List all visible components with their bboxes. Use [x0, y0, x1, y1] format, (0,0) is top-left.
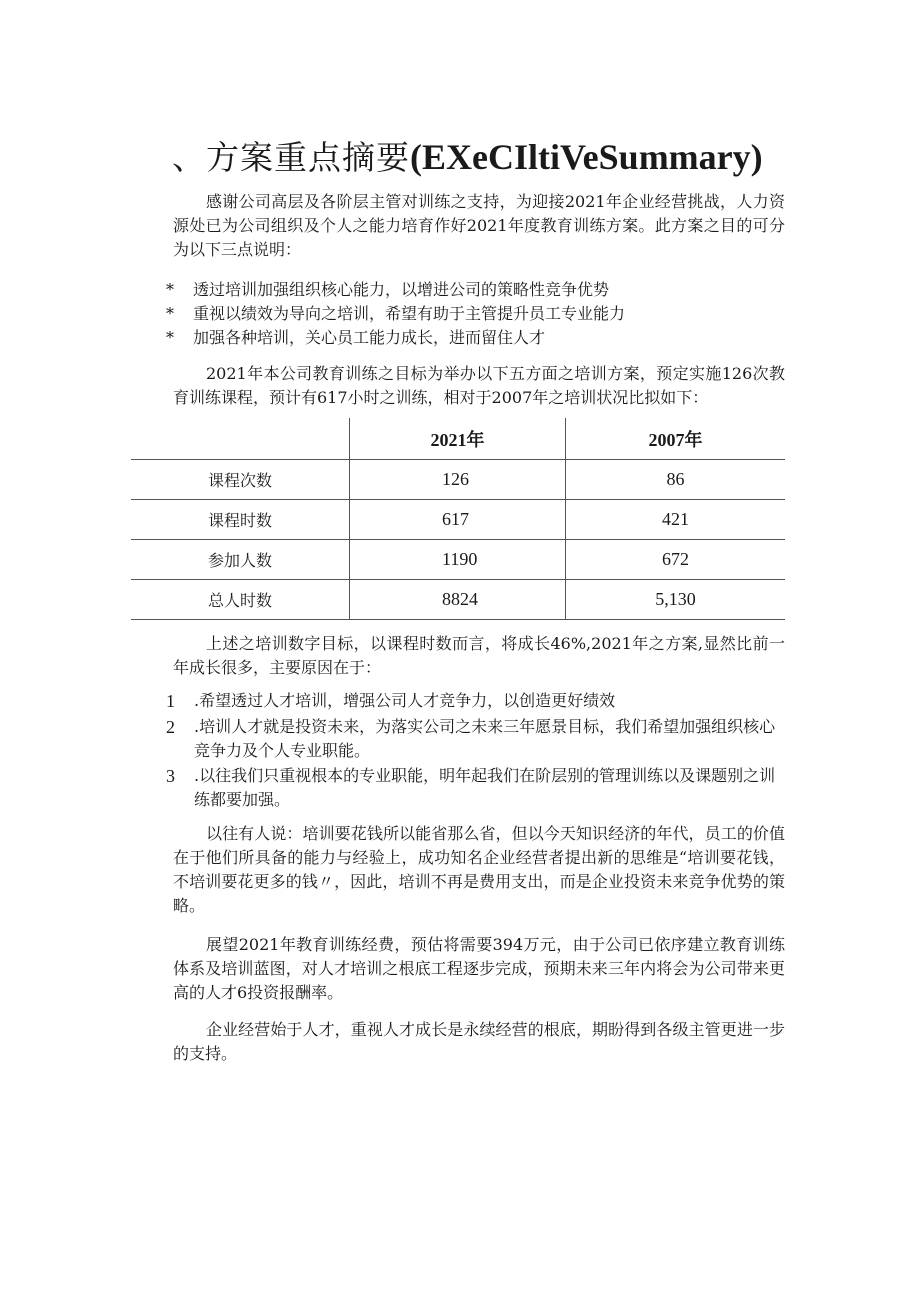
reason-text: .以往我们只重视根本的专业职能，明年起我们在阶层别的管理训练以及课题别之训练都要加强。 [194, 766, 776, 809]
value-2021: 1190 [350, 540, 566, 580]
bullet-text: 透过培训加强组织核心能力，以增进公司的策略性竞争优势 [193, 280, 610, 299]
bullet-text: 加强各种培训，关心员工能力成长，进而留住人才 [193, 328, 546, 347]
reason-item [166, 764, 786, 812]
table-header-2007: 2007年 [566, 418, 786, 460]
reason-number: 3 [166, 766, 175, 786]
value-2021: 126 [350, 460, 566, 500]
closing-paragraph: 企业经营始于人才，重视人才成长是永续经营的根底，期盼得到各级主管更进一步的支持。 [173, 1020, 785, 1063]
title-prefix: 、方案重点摘要 [172, 138, 410, 177]
table-row [131, 580, 785, 620]
reason-text: .希望透过人才培训，增强公司人才竞争力，以创造更好绩效 [194, 691, 616, 710]
row-label: 总人时数 [131, 580, 350, 620]
row-label: 参加人数 [131, 540, 350, 580]
row-label: 课程时数 [131, 500, 350, 540]
value-2007: 86 [566, 460, 786, 500]
bullet-item [166, 278, 786, 302]
growth-paragraph: 上述之培训数字目标，以课程时数而言，将成长46%,2021年之方案,显然比前一年成长很多，主要原因在于： [173, 634, 785, 677]
bullet-mark: * [166, 328, 174, 347]
bullet-mark: * [166, 280, 174, 299]
page-title [172, 132, 763, 179]
reason-number: 2 [166, 717, 175, 737]
table-header-2021: 2021年 [350, 418, 566, 460]
value-2021: 8824 [350, 580, 566, 620]
table-row [131, 500, 785, 540]
value-2007: 421 [566, 500, 786, 540]
bullet-item [166, 326, 786, 350]
table-header-empty [131, 418, 350, 460]
table-row [131, 540, 785, 580]
bullet-mark: * [166, 304, 174, 323]
goal-paragraph: 2021年本公司教育训练之目标为举办以下五方面之培训方案，预定实施126次教育训练课程，预计有617小时之训练，相对于2007年之培训状况比拟如下： [173, 364, 785, 407]
reason-item [166, 715, 786, 763]
cost-paragraph: 以往有人说：培训要花钱所以能省那么省，但以今天知识经济的年代，员工的价值在于他们所具备的能力与经验上，成功知名企业经营者提出新的思维是“培训要花钱，不培训要花更多的钱〃，因此，培训不再是费用支出，而是企业投资未来竞争优势的策略。 [173, 824, 785, 915]
budget-paragraph: 展望2021年教育训练经费，预估将需要394万元，由于公司已依序建立教育训练体系及培训蓝图，对人才培训之根底工程逐步完成，预期未来三年内将会为公司带来更高的人才6投资报酬率。 [173, 935, 785, 1002]
bullet-item [166, 302, 786, 326]
bullet-text: 重视以绩效为导向之培训，希望有助于主管提升员工专业能力 [193, 304, 626, 323]
table-row [131, 460, 785, 500]
reason-text: .培训人才就是投资未来，为落实公司之未来三年愿景目标，我们希望加强组织核心竞争力及个人专业职能。 [194, 717, 776, 760]
value-2021: 617 [350, 500, 566, 540]
intro-paragraph: 感谢公司高层及各阶层主管对训练之支持，为迎接2021年企业经营挑战，人力资源处已为公司组织及个人之能力培育作好2021年度教育训练方案。此方案之目的可分为以下三点说明： [173, 192, 785, 259]
title-english: (EXeCIltiVeSummary) [410, 137, 763, 177]
table-header-row [131, 418, 785, 460]
reason-number: 1 [166, 691, 175, 711]
value-2007: 672 [566, 540, 786, 580]
reason-item [166, 689, 786, 713]
row-label: 课程次数 [131, 460, 350, 500]
training-comparison-table [131, 418, 785, 620]
value-2007: 5,130 [566, 580, 786, 620]
